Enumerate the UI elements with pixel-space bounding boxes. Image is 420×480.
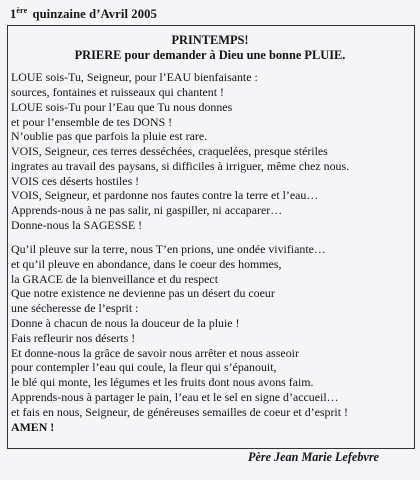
prayer-line: Fais refleurir nos déserts ! bbox=[11, 331, 136, 345]
date-text: quinzaine d’Avril 2005 bbox=[32, 7, 157, 21]
date-number: 1 bbox=[10, 7, 17, 21]
prayer-line: Qu’il pleuve sur la terre, nous T’en prions, une ondée vivifiante… bbox=[11, 242, 326, 256]
prayer-line: VOIS, Seigneur, ces terres desséchées, craquelées, presque stériles bbox=[11, 144, 328, 158]
prayer-line: Que notre existence ne devienne pas un désert du coeur bbox=[11, 286, 275, 300]
prayer-line: ingrates au travail des paysans, si difficiles à irriguer, même chez nous. bbox=[11, 159, 350, 173]
prayer-line: et fais en nous, Seigneur, de généreuses semailles de coeur et d’esprit ! bbox=[11, 405, 348, 419]
prayer-line: et qu’il pleuve en abondance, dans le coeur des hommes, bbox=[11, 257, 282, 271]
prayer-line: AMEN ! bbox=[11, 420, 55, 434]
prayer-line: Donne-nous la SAGESSE ! bbox=[11, 218, 143, 232]
prayer-line: Apprends-nous à partager le pain, l’eau et le sel en signe d’accueil… bbox=[11, 390, 339, 404]
prayer-line: VOIS ces déserts hostiles ! bbox=[11, 174, 140, 188]
prayer-line: la GRACE de la bienveillance et du respect bbox=[11, 272, 219, 286]
prayer-line: Donne à chacun de nous la douceur de la pluie ! bbox=[11, 316, 240, 330]
prayer-line: pour contempler l’eau qui coule, la fleur qui s’épanouit, bbox=[11, 360, 277, 374]
prayer-title: PRINTEMPS! bbox=[171, 33, 249, 47]
prayer-line: le blé qui monte, les légumes et les fruits dont nous avons faim. bbox=[11, 375, 314, 389]
prayer-line: Et donne-nous la grâce de savoir nous arrêter et nous asseoir bbox=[11, 346, 299, 360]
author-signature: Père Jean Marie Lefebvre bbox=[248, 450, 379, 464]
prayer-line: VOIS, Seigneur, et pardonne nos fautes contre la terre et l’eau… bbox=[11, 188, 319, 202]
date-ordinal-suffix: ère bbox=[16, 6, 28, 15]
prayer-line: N’oublie pas que parfois la pluie est rare. bbox=[11, 129, 208, 143]
prayer-line: LOUE sois-Tu, Seigneur, pour l’EAU bienfaisante : bbox=[11, 70, 258, 84]
prayer-line: sources, fontaines et ruisseaux qui chantent ! bbox=[11, 85, 224, 99]
prayer-line: Apprends-nous à ne pas salir, ni gaspiller, ni accaparer… bbox=[11, 203, 283, 217]
prayer-line: LOUE sois-Tu pour l’Eau que Tu nous donnes bbox=[11, 100, 233, 114]
prayer-line: une sécheresse de l’esprit : bbox=[11, 301, 139, 315]
date-header bbox=[10, 6, 157, 22]
prayer-subtitle: PRIERE pour demander à Dieu une bonne PLUIE. bbox=[74, 48, 346, 62]
prayer-line: et pour l’ensemble de tes DONS ! bbox=[11, 115, 173, 129]
